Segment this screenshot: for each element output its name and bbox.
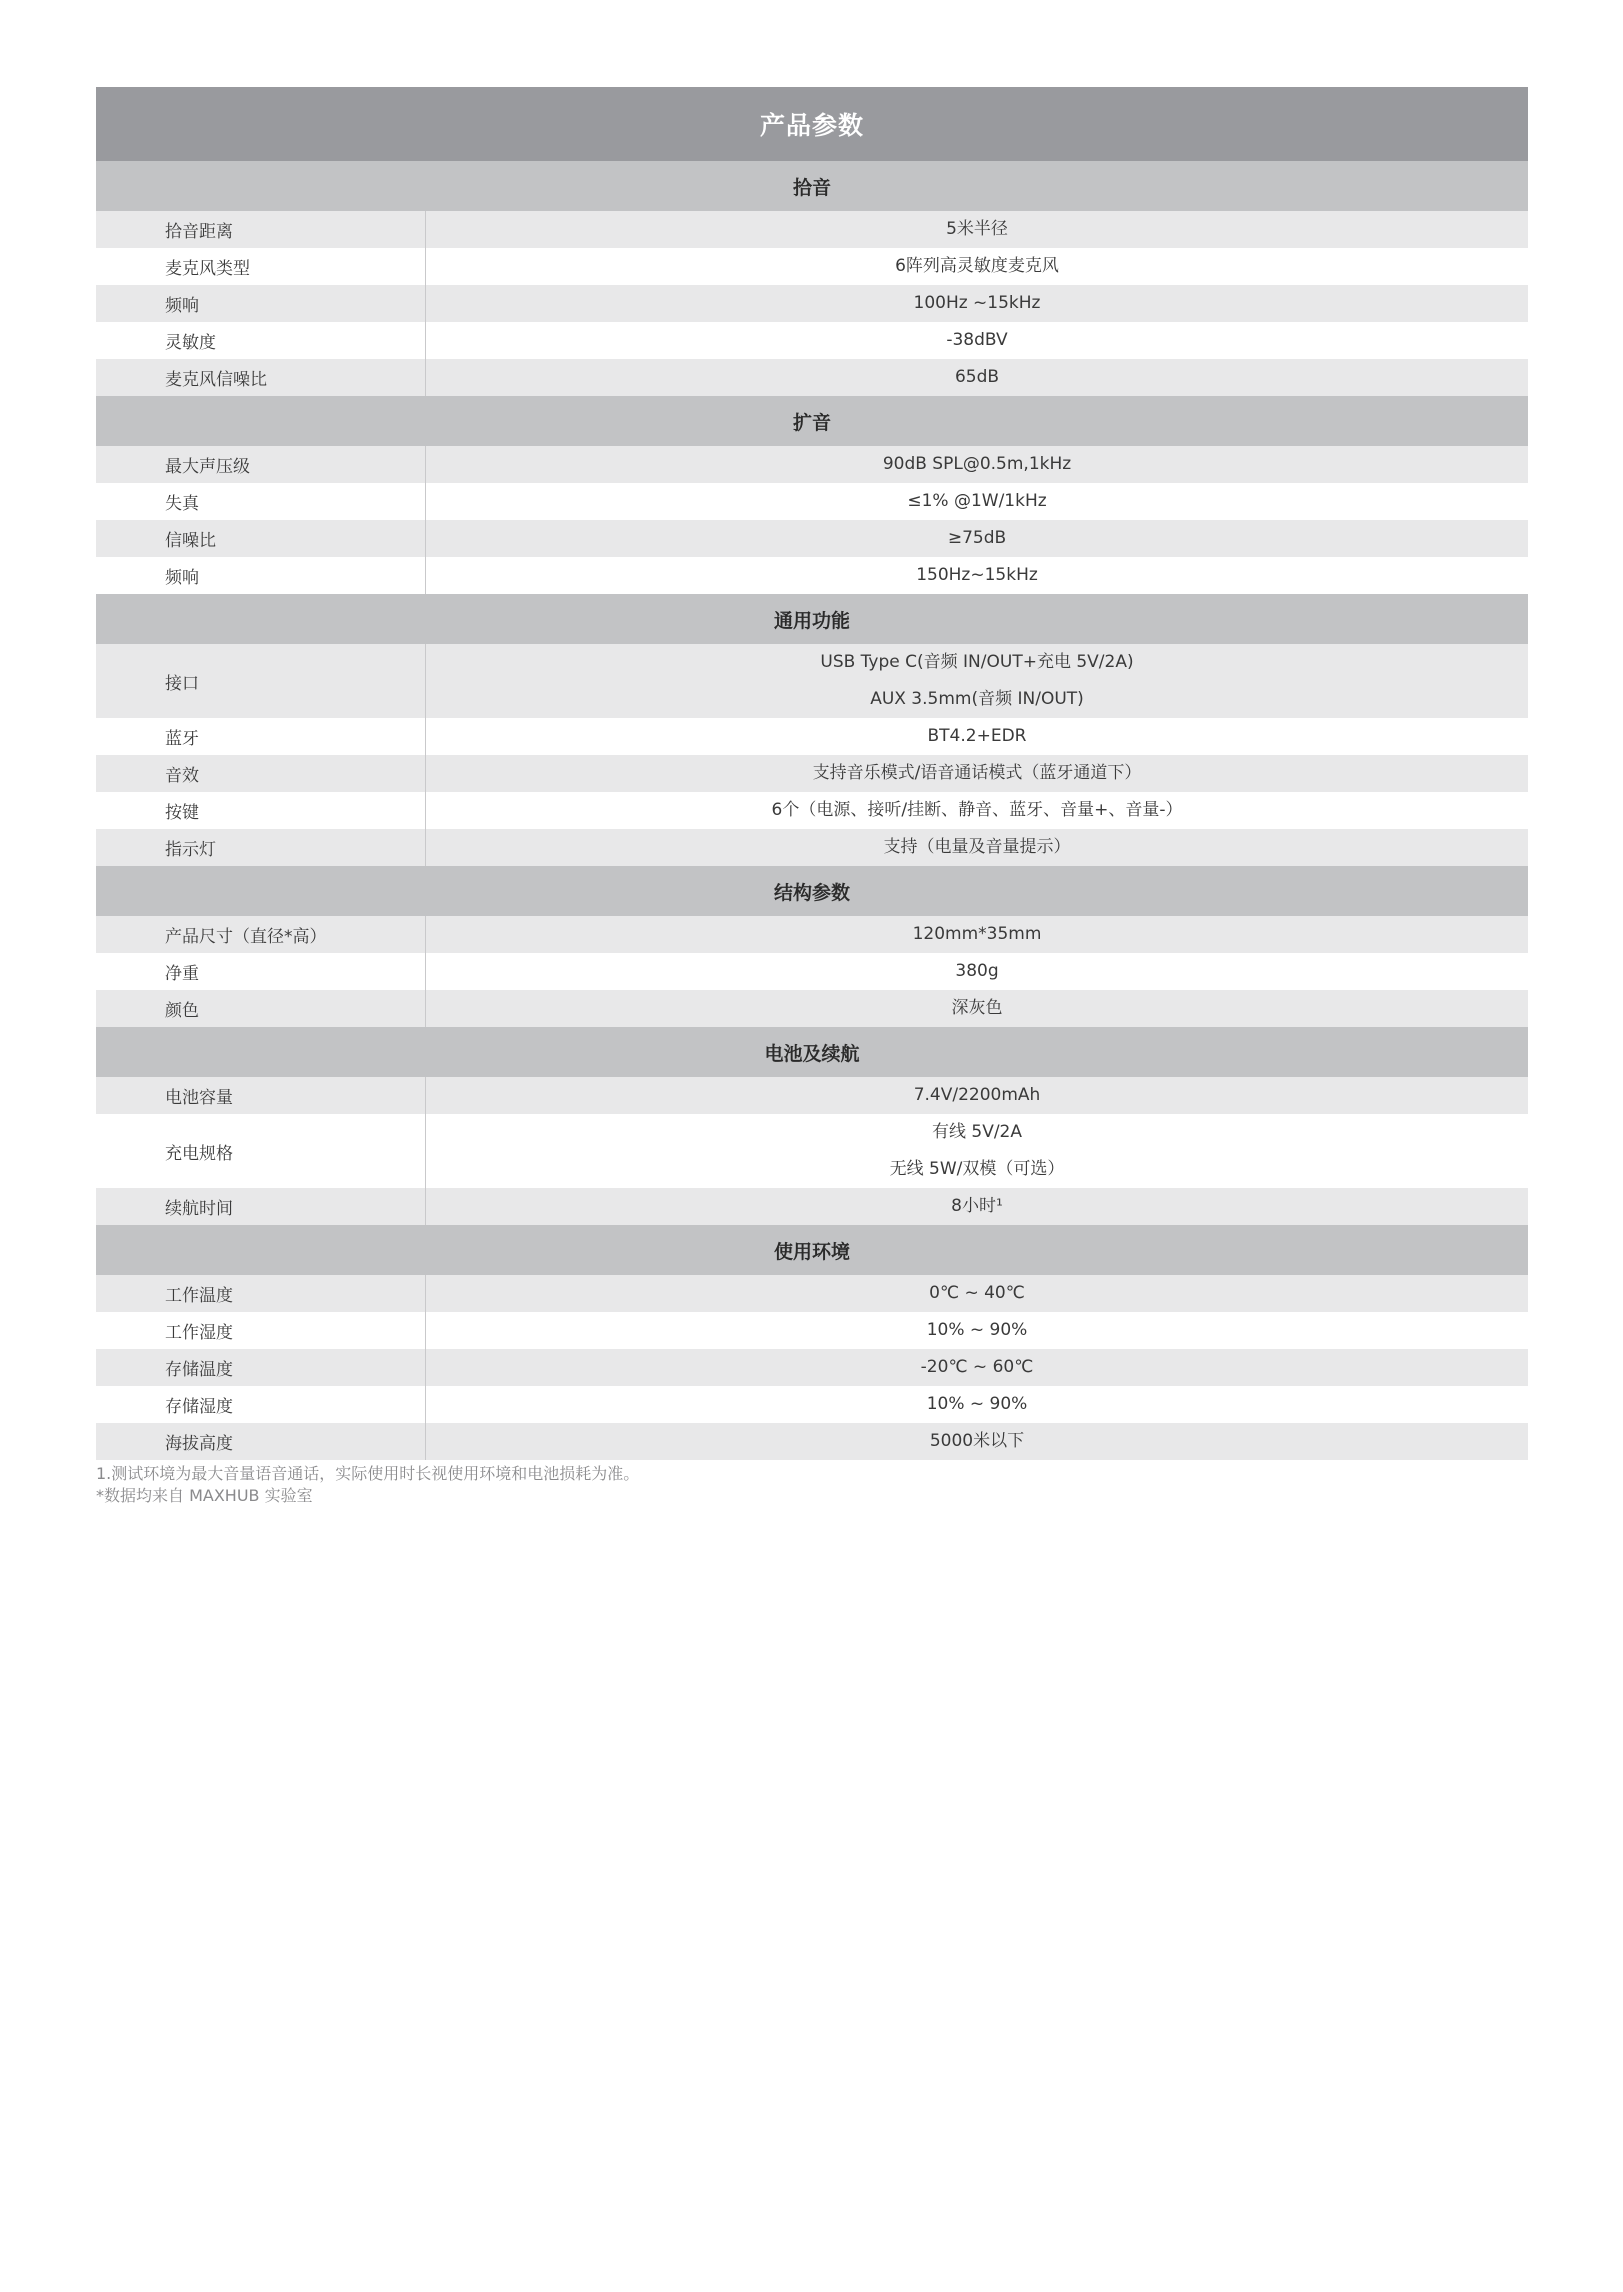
spec-row <box>96 322 1528 359</box>
spec-label: 接口 <box>96 644 426 718</box>
spec-value-line: -38dBV <box>946 330 1008 350</box>
spec-value <box>426 211 1528 248</box>
spec-label: 指示灯 <box>96 829 426 866</box>
spec-label: 频响 <box>96 285 426 322</box>
spec-value-line: 8小时¹ <box>951 1196 1003 1216</box>
spec-value <box>426 990 1528 1027</box>
spec-label: 频响 <box>96 557 426 594</box>
section-header: 扩音 <box>96 396 1528 446</box>
spec-value-line: ≥75dB <box>947 528 1007 548</box>
section-header: 电池及续航 <box>96 1027 1528 1077</box>
spec-row <box>96 1275 1528 1312</box>
spec-value <box>426 248 1528 285</box>
spec-label: 续航时间 <box>96 1188 426 1225</box>
spec-row <box>96 1114 1528 1188</box>
spec-value-line: 380g <box>955 961 999 981</box>
spec-row <box>96 557 1528 594</box>
spec-value <box>426 1386 1528 1423</box>
spec-value-line: ≤1% @1W/1kHz <box>907 491 1047 511</box>
spec-value <box>426 792 1528 829</box>
spec-label: 存储湿度 <box>96 1386 426 1423</box>
spec-row <box>96 644 1528 718</box>
spec-value <box>426 520 1528 557</box>
spec-label: 拾音距离 <box>96 211 426 248</box>
spec-value-line: 65dB <box>954 367 1000 387</box>
spec-value-line: 90dB SPL@0.5m,1kHz <box>882 454 1072 474</box>
spec-value-line: 6个（电源、接听/挂断、静音、蓝牙、音量+、音量-） <box>771 800 1183 820</box>
footnote: 1.测试环境为最大音量语音通话，实际使用时长视使用环境和电池损耗为准。 <box>96 1464 640 1483</box>
spec-label: 麦克风类型 <box>96 248 426 285</box>
spec-row <box>96 520 1528 557</box>
spec-label: 信噪比 <box>96 520 426 557</box>
spec-row <box>96 446 1528 483</box>
spec-label: 音效 <box>96 755 426 792</box>
spec-value-line: -20℃ ~ 60℃ <box>920 1357 1034 1377</box>
spec-label: 充电规格 <box>96 1114 426 1188</box>
spec-value-line: 5000米以下 <box>929 1431 1025 1451</box>
spec-row <box>96 953 1528 990</box>
spec-value <box>426 1114 1528 1188</box>
spec-label: 净重 <box>96 953 426 990</box>
spec-value <box>426 1423 1528 1460</box>
section-header: 结构参数 <box>96 866 1528 916</box>
spec-value <box>426 285 1528 322</box>
spec-value <box>426 359 1528 396</box>
spec-value-line: USB Type C(音频 IN/OUT+充电 5V/2A) <box>820 652 1134 672</box>
spec-label: 麦克风信噪比 <box>96 359 426 396</box>
spec-row <box>96 1188 1528 1225</box>
spec-row <box>96 755 1528 792</box>
spec-value <box>426 1188 1528 1225</box>
spec-row <box>96 792 1528 829</box>
spec-row <box>96 285 1528 322</box>
spec-label: 颜色 <box>96 990 426 1027</box>
spec-value-line: AUX 3.5mm(音频 IN/OUT) <box>870 689 1084 709</box>
spec-value-line: 120mm*35mm <box>912 924 1042 944</box>
spec-sections <box>96 161 1528 1460</box>
spec-row <box>96 990 1528 1027</box>
spec-value-line: 5米半径 <box>946 219 1008 239</box>
spec-label: 失真 <box>96 483 426 520</box>
spec-value <box>426 1077 1528 1114</box>
spec-label: 最大声压级 <box>96 446 426 483</box>
spec-value <box>426 755 1528 792</box>
spec-label: 工作湿度 <box>96 1312 426 1349</box>
spec-label: 蓝牙 <box>96 718 426 755</box>
spec-value-line: 100Hz ~15kHz <box>913 293 1041 313</box>
spec-value-line: 10% ~ 90% <box>926 1394 1028 1414</box>
spec-row <box>96 1423 1528 1460</box>
spec-row <box>96 1077 1528 1114</box>
spec-row <box>96 916 1528 953</box>
spec-value-line: 无线 5W/双模（可选） <box>889 1159 1065 1179</box>
spec-value-line: BT4.2+EDR <box>927 726 1027 746</box>
spec-value-line: 0℃ ~ 40℃ <box>929 1283 1025 1303</box>
spec-label: 存储温度 <box>96 1349 426 1386</box>
table-title: 产品参数 <box>96 87 1528 161</box>
spec-value-line: 6阵列高灵敏度麦克风 <box>895 256 1059 276</box>
spec-value <box>426 1275 1528 1312</box>
section-header: 拾音 <box>96 161 1528 211</box>
spec-row <box>96 718 1528 755</box>
spec-value <box>426 718 1528 755</box>
spec-row <box>96 359 1528 396</box>
spec-row <box>96 248 1528 285</box>
spec-value <box>426 953 1528 990</box>
spec-row <box>96 483 1528 520</box>
spec-value <box>426 483 1528 520</box>
spec-row <box>96 211 1528 248</box>
spec-value <box>426 1312 1528 1349</box>
spec-value-line: 10% ~ 90% <box>926 1320 1028 1340</box>
section-header: 使用环境 <box>96 1225 1528 1275</box>
footnotes <box>96 1463 639 1507</box>
spec-value <box>426 557 1528 594</box>
spec-value-line: 150Hz~15kHz <box>916 565 1038 585</box>
spec-label: 按键 <box>96 792 426 829</box>
spec-value <box>426 916 1528 953</box>
spec-label: 产品尺寸（直径*高） <box>96 916 426 953</box>
spec-value-line: 支持音乐模式/语音通话模式（蓝牙通道下） <box>812 763 1142 783</box>
spec-row <box>96 1386 1528 1423</box>
spec-row <box>96 1349 1528 1386</box>
spec-value-line: 深灰色 <box>951 998 1003 1018</box>
spec-label: 工作温度 <box>96 1275 426 1312</box>
section-header: 通用功能 <box>96 594 1528 644</box>
spec-value-line: 7.4V/2200mAh <box>913 1085 1041 1105</box>
spec-table <box>96 87 1528 1460</box>
spec-value-line: 有线 5V/2A <box>931 1122 1023 1142</box>
spec-label: 电池容量 <box>96 1077 426 1114</box>
footnote: *数据均来自 MAXHUB 实验室 <box>96 1486 313 1505</box>
spec-label: 灵敏度 <box>96 322 426 359</box>
spec-value-line: 支持（电量及音量提示） <box>883 837 1071 857</box>
spec-value <box>426 644 1528 718</box>
spec-row <box>96 1312 1528 1349</box>
spec-value <box>426 829 1528 866</box>
spec-row <box>96 829 1528 866</box>
spec-value <box>426 446 1528 483</box>
spec-label: 海拔高度 <box>96 1423 426 1460</box>
spec-value <box>426 1349 1528 1386</box>
spec-value <box>426 322 1528 359</box>
